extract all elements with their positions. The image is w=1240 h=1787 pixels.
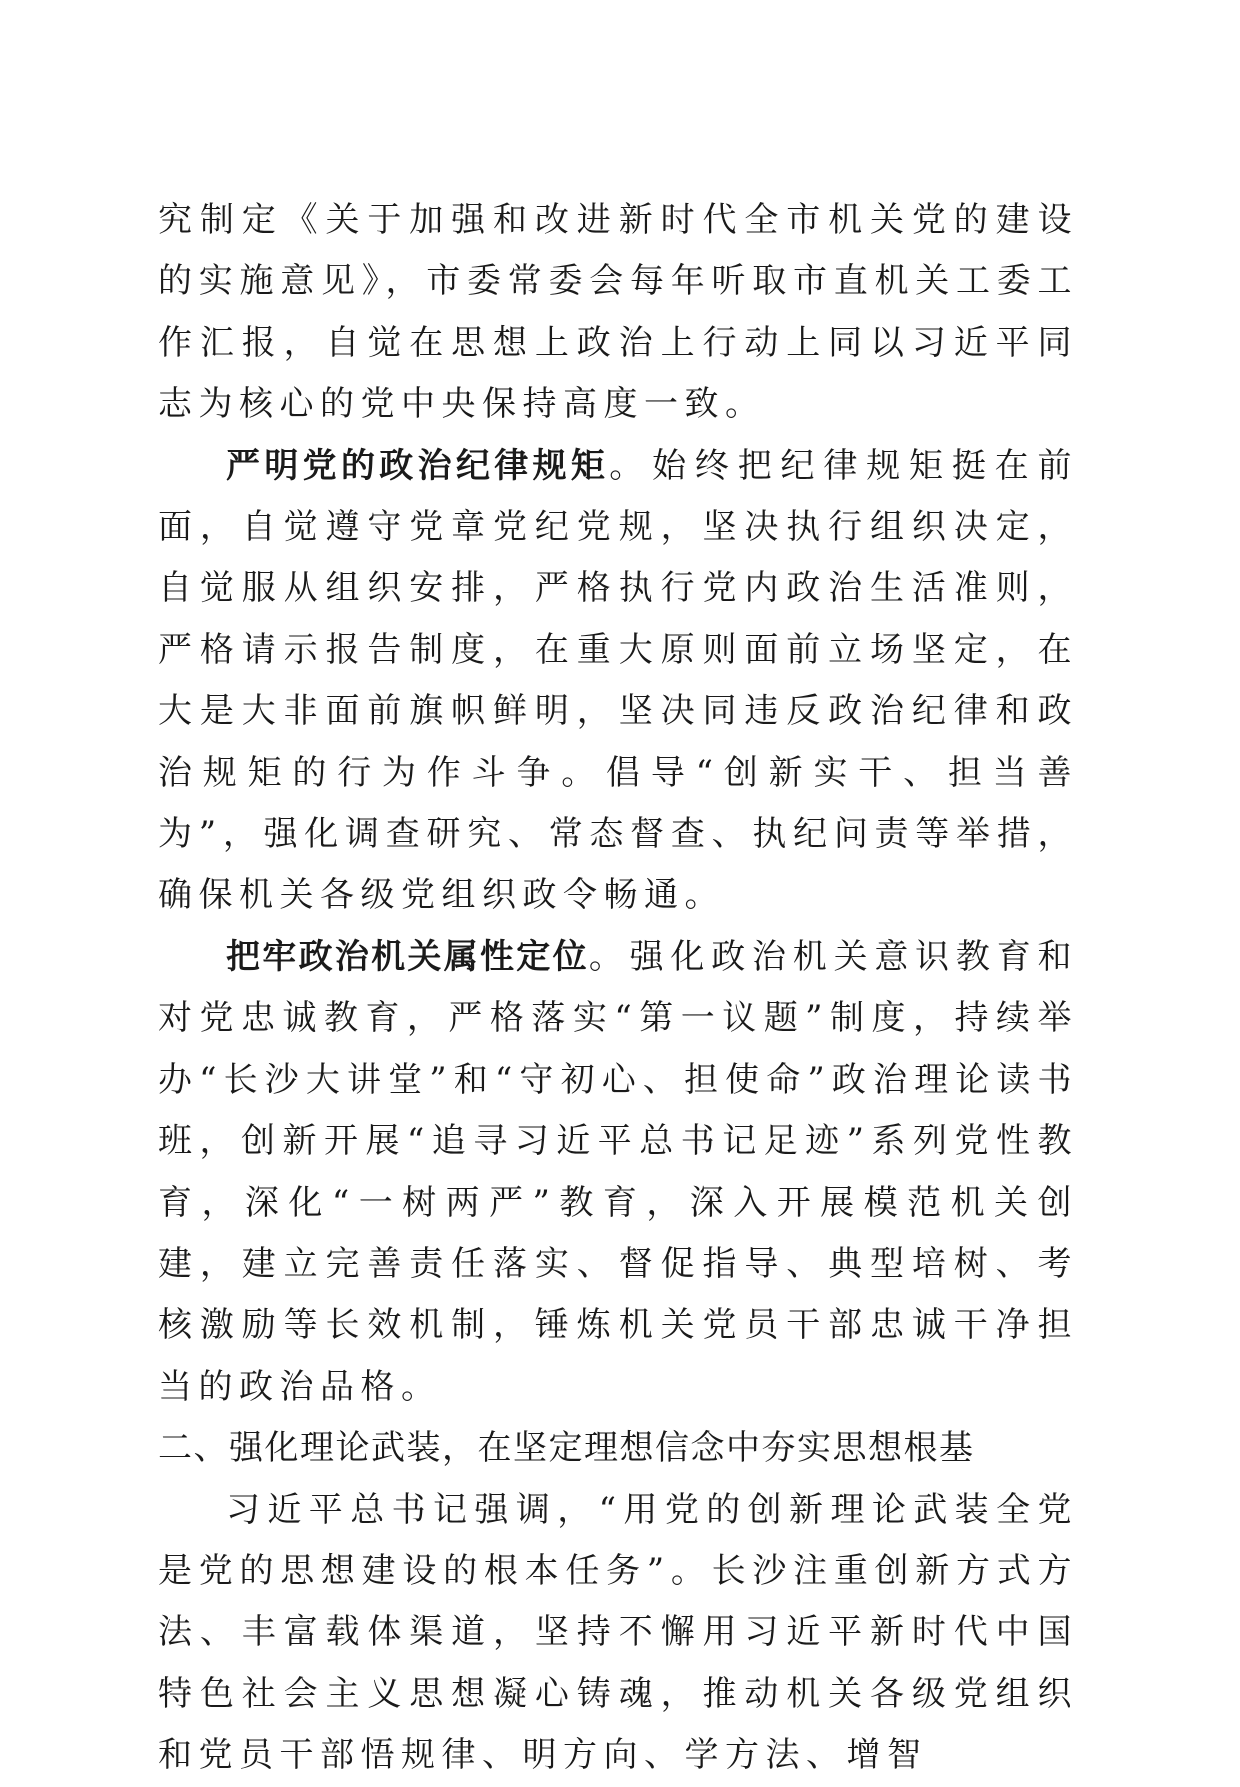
paragraph-lead-heading: 把牢政治机关属性定位 bbox=[226, 936, 589, 977]
document-page bbox=[158, 190, 1078, 1787]
paragraph-lead-heading: 严明党的政治纪律规矩 bbox=[226, 445, 610, 486]
section-heading: 二、强化理论武装，在坚定理想信念中夯实思想根基 bbox=[158, 1428, 975, 1469]
paragraph-continuation bbox=[158, 190, 1078, 436]
paragraph-text: 。始终把纪律规矩挺在前面，自觉遵守党章党纪党规，坚决执行组织决定，自觉服从组织安排，严格执行党内政治生活准则，严格请示报告制度，在重大原则面前立场坚定，在大是大非面前旗帜鲜明，坚决同违反政治纪律和政治规矩的行为作斗争。倡导“创新实干、担当善为”，强化调查研究、常态督查、执纪问责等举措，确保机关各级党组织政令畅通。 bbox=[158, 445, 1078, 916]
paragraph-text: 习近平总书记强调，“用党的创新理论武装全党是党的思想建设的根本任务”。长沙注重创新方式方法、丰富载体渠道，坚持不懈用习近平新时代中国特色社会主义思想凝心铸魂，推动机关各级党组织和党员干部悟规律、明方向、学方法、增智 bbox=[158, 1489, 1078, 1776]
paragraph-text: 究制定《关于加强和改进新时代全市机关党的建设的实施意见》，市委常委会每年听取市直机关工委工作汇报，自觉在思想上政治上行动上同以习近平同志为核心的党中央保持高度一致。 bbox=[158, 200, 1078, 425]
section-paragraph bbox=[158, 1480, 1078, 1787]
paragraph-political-discipline bbox=[158, 436, 1078, 927]
paragraph-text: 。强化政治机关意识教育和对党忠诚教育，严格落实“第一议题”制度，持续举办“长沙大讲堂”和“守初心、担使命”政治理论读书班，创新开展“追寻习近平总书记足迹”系列党性教育，深化“一树两严”教育，深入开展模范机关创建，建立完善责任落实、督促指导、典型培树、考核激励等长效机制，锤炼机关党员干部忠诚干净担当的政治品格。 bbox=[158, 936, 1079, 1407]
paragraph-political-organ bbox=[158, 927, 1078, 1418]
